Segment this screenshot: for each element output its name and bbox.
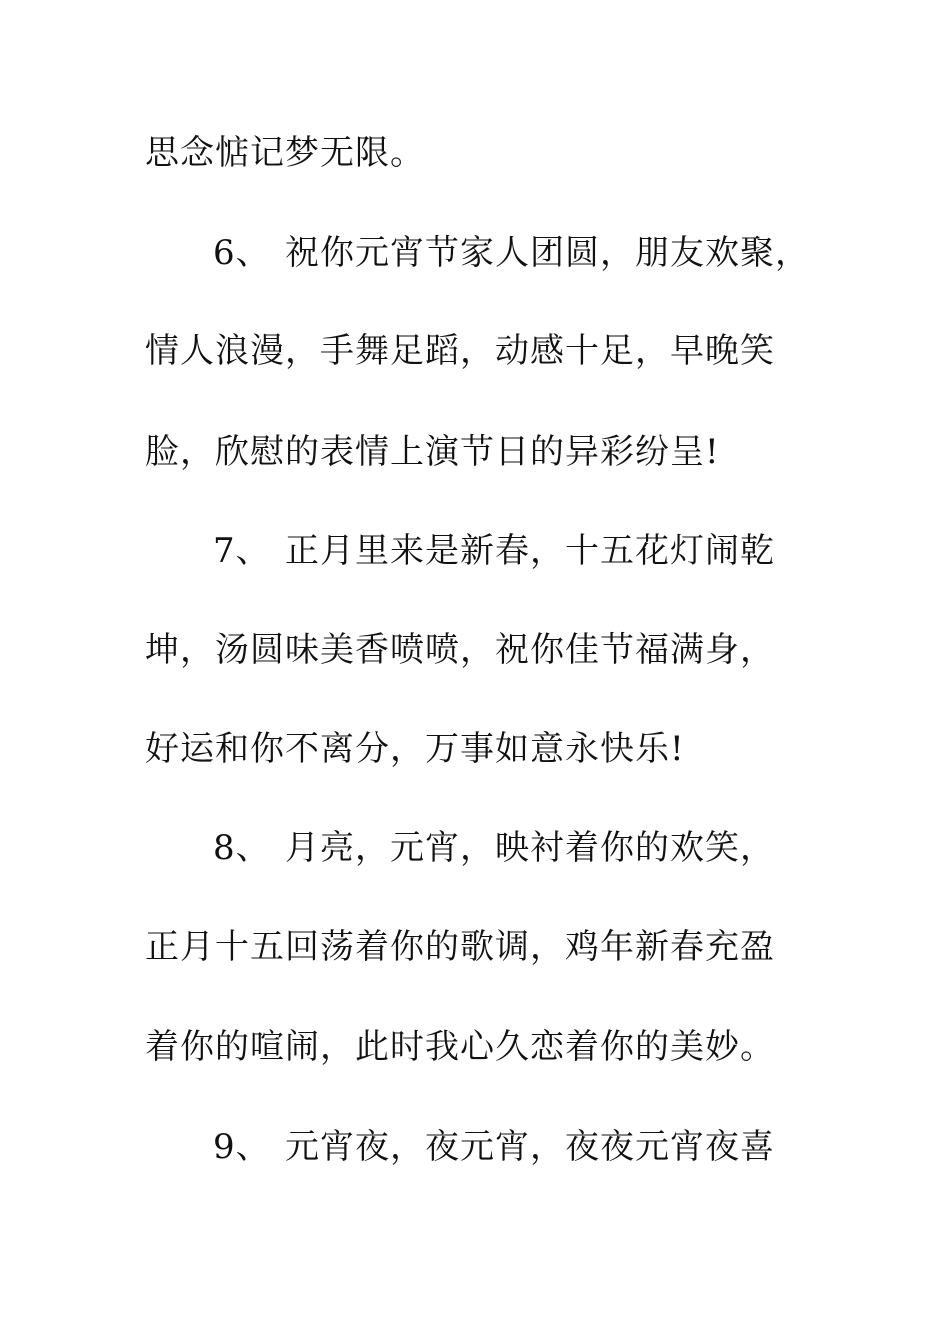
text-line: [145, 625, 825, 675]
text-line: [145, 326, 825, 376]
text-line: [145, 724, 825, 774]
text-line: [145, 128, 825, 178]
item-number: 7、: [213, 531, 271, 571]
item-number: 6、: [213, 233, 271, 273]
line-text: 月亮，元宵，映衬着你的欢笑，: [285, 828, 775, 868]
list-item-9: [213, 1122, 893, 1172]
text-line: [145, 922, 825, 972]
item-number: 9、: [213, 1127, 271, 1167]
item-number: 8、: [213, 828, 271, 868]
line-text: 好运和你不离分，万事如意永快乐!: [145, 729, 685, 769]
line-text: 正月里来是新春，十五花灯闹乾: [285, 531, 775, 571]
line-text: 元宵夜，夜元宵，夜夜元宵夜喜: [285, 1127, 775, 1167]
text-line: [145, 427, 825, 477]
line-text: 思念惦记梦无限。: [145, 133, 425, 173]
line-text: 正月十五回荡着你的歌调，鸡年新春充盈: [145, 927, 775, 967]
line-text: 脸，欣慰的表情上演节日的异彩纷呈!: [145, 432, 720, 472]
text-line: [145, 1022, 825, 1072]
list-item-7: [213, 526, 893, 576]
line-text: 坤，汤圆味美香喷喷，祝你佳节福满身，: [145, 630, 775, 670]
line-text: 着你的喧闹，此时我心久恋着你的美妙。: [145, 1027, 775, 1067]
line-text: 祝你元宵节家人团圆，朋友欢聚，: [285, 233, 810, 273]
line-text: 情人浪漫，手舞足蹈，动感十足，早晚笑: [145, 331, 775, 371]
list-item-6: [213, 228, 893, 278]
list-item-8: [213, 823, 893, 873]
